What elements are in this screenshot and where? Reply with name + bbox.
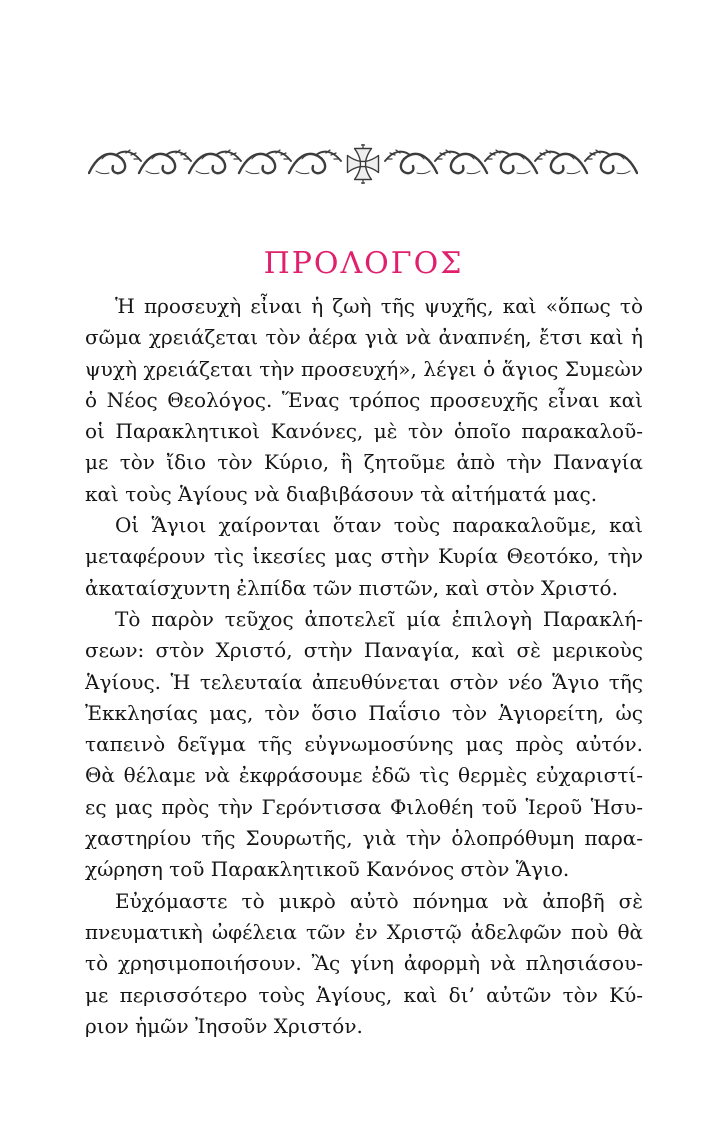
text-line: Εὐχόμαστε τὸ μικρὸ αὐτὸ πόνημα νὰ ἀποβῆ σὲ <box>115 888 643 913</box>
text-line: σῶμα χρειάζεται τὸν ἀέρα γιὰ νὰ ἀναπνέη, ἔτσι καὶ ἡ <box>85 325 643 350</box>
cross-icon <box>348 144 379 184</box>
text-line: σεων: στὸν Χριστό, στὴν Παναγία, καὶ σὲ μερικοὺς <box>85 638 643 663</box>
text-line: με περισσότερο τοὺς Ἁγίους, καὶ δι’ αὐτῶν τὸν Κύ- <box>85 982 643 1007</box>
text-line: με τὸν ἴδιο τὸν Κύριο, ἢ ζητοῦμε ἀπὸ τὴν Παναγία <box>85 450 643 475</box>
body-text <box>85 291 643 1042</box>
text-line: Ἐκκλησίας μας, τὸν ὅσιο Παΐσιο τὸν Ἁγιορείτη, ὡς <box>85 700 643 725</box>
text-line: καὶ τοὺς Ἁγίους νὰ διαβιβάσουν τὰ αἰτήματά μας. <box>85 481 598 506</box>
paragraph <box>85 886 643 1042</box>
text-line: Τὸ παρὸν τεῦχος ἀποτελεῖ μία ἐπιλογὴ Παρακλή- <box>115 606 643 631</box>
text-line: χαστηρίου τῆς Σουρωτῆς, γιὰ τὴν ὁλοπρόθυμη παρα- <box>85 826 643 851</box>
paragraph <box>85 604 643 886</box>
text-line: ταπεινὸ δεῖγμα τῆς εὐγνωμοσύνης μας πρὸς αὐτόν. <box>85 732 643 757</box>
text-line: πνευματικὴ ὠφέλεια τῶν ἐν Χριστῷ ἀδελφῶν ποὺ θὰ <box>85 919 643 944</box>
text-line: οἱ Παρακλητικοὶ Κανόνες, μὲ τὸν ὁποῖο παρακαλοῦ- <box>85 419 643 444</box>
text-line: Οἱ Ἅγιοι χαίρονται ὅταν τοὺς παρακαλοῦμε, καὶ <box>115 513 643 538</box>
text-line: ες μας πρὸς τὴν Γερόντισσα Φιλοθέη τοῦ Ἱεροῦ Ἡσυ- <box>85 794 643 819</box>
text-line: ριον ἡμῶν Ἰησοῦν Χριστόν. <box>85 1013 363 1038</box>
ornament-divider <box>88 144 638 186</box>
text-line: μεταφέρουν τὶς ἱκεσίες μας στὴν Κυρία Θεοτόκο, τὴν <box>85 544 643 569</box>
text-line: τὸ χρησιμοποιήσουν. Ἂς γίνη ἀφορμὴ νὰ πλησιάσου- <box>85 951 643 976</box>
text-line: Ἡ προσευχὴ εἶναι ἡ ζωὴ τῆς ψυχῆς, καὶ «ὅπως τὸ <box>115 294 643 318</box>
paragraph <box>85 510 643 604</box>
text-line: ψυχὴ χρειάζεται τὴν προσευχή», λέγει ὁ ἅγιος Συμεὼν <box>85 356 643 381</box>
text-line: ἀκαταίσχυντη ἐλπίδα τῶν πιστῶν, καὶ στὸν Χριστό. <box>85 575 618 600</box>
text-line: χώρηση τοῦ Παρακλητικοῦ Κανόνος στὸν Ἅγιο. <box>85 857 570 882</box>
page-title: ΠΡΟΛΟΓΟΣ <box>263 246 464 282</box>
text-line: ὁ Νέος Θεολόγος. Ἕνας τρόπος προσευχῆς εἶναι καὶ <box>85 387 643 412</box>
text-line: Ἁγίους. Ἡ τελευταία ἀπευθύνεται στὸν νέο Ἅγιο τῆς <box>85 669 643 694</box>
paragraph <box>85 291 643 510</box>
text-line: Θὰ θέλαμε νὰ ἐκφράσουμε ἐδῶ τὶς θερμὲς εὐχαριστί- <box>85 763 643 788</box>
